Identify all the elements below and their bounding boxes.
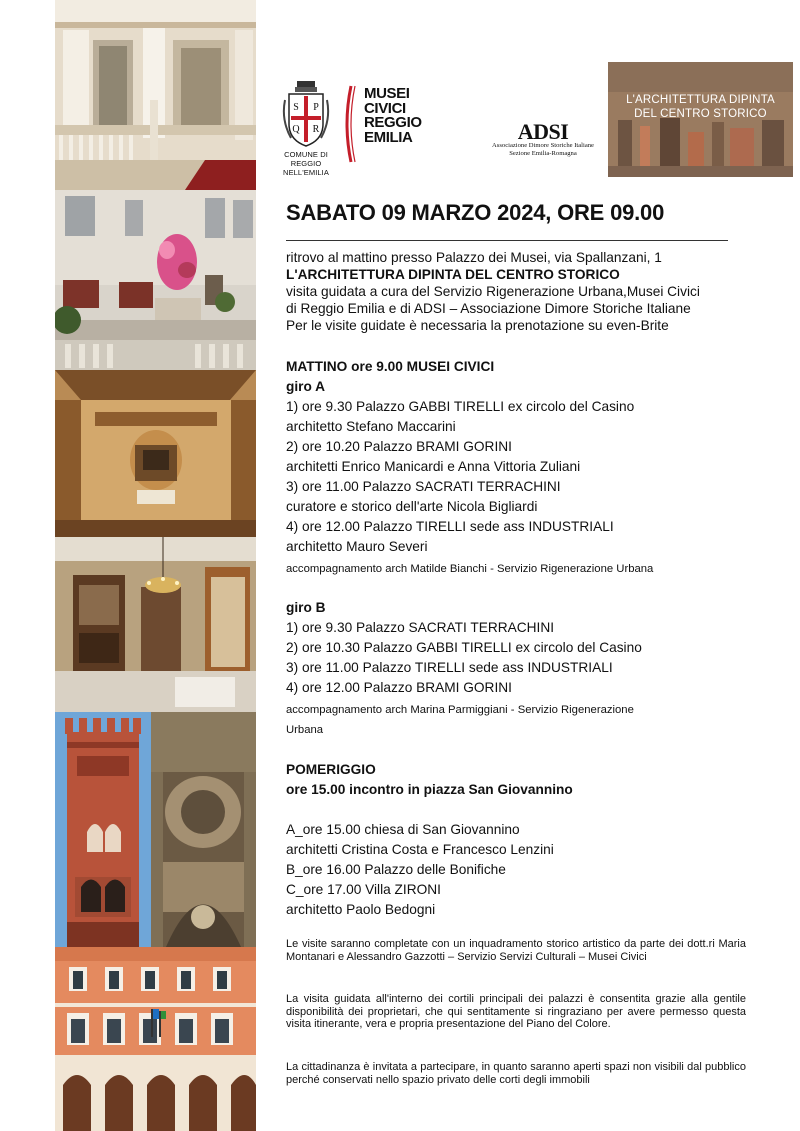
musei-logo-line-1: MUSEI bbox=[364, 85, 410, 102]
giro-b-line-3: 3) ore 11.00 Palazzo TIRELLI sede ass INDUSTRIALI bbox=[286, 660, 613, 675]
giro-b-line-2: 2) ore 10.30 Palazzo GABBI TIRELLI ex circolo del Casino bbox=[286, 640, 642, 655]
afternoon-line-4: C_ore 17.00 Villa ZIRONI bbox=[286, 882, 441, 897]
comune-caption-line-2: REGGIO NELL'EMILIA bbox=[283, 159, 329, 177]
musei-civici-mark-icon bbox=[341, 84, 359, 164]
photo-palazzo-atrium bbox=[55, 0, 256, 190]
photo-hall-chandelier bbox=[55, 537, 256, 712]
photo-strip bbox=[55, 0, 256, 1131]
comune-caption-line-1: COMUNE DI bbox=[284, 150, 328, 159]
shield-letter-r: R bbox=[312, 124, 320, 135]
note-paragraph-1: Le visite saranno completate con un inquadramento storico artistico da parte dei dott.ri Maria Montanari e Alessandro Gazzotti – Servizio Servizi Culturali – Musei Civici bbox=[286, 938, 746, 963]
giro-a-line-2: architetto Stefano Maccarini bbox=[286, 419, 456, 434]
giro-b-line-1: 1) ore 9.30 Palazzo SACRATI TERRACHINI bbox=[286, 620, 555, 635]
giro-b-escort-line-1: accompagnamento arch Marina Parmiggiani - Servizio Rigenerazione bbox=[286, 704, 634, 716]
photo-church-ceiling bbox=[151, 712, 256, 947]
title-divider bbox=[286, 240, 728, 241]
photo-courtyard-sculpture bbox=[55, 190, 256, 340]
giro-a-line-5: 3) ore 11.00 Palazzo SACRATI TERRACHINI bbox=[286, 479, 561, 494]
note-paragraph-2: La visita guidata all'interno dei cortili principali dei palazzi è consentita grazie alla gentile disponibilità dei proprietari, che qui sentitamente si ringraziano per avere permesso questa visita itinerante, vera e propria presentazione del Piano del Colore. bbox=[286, 993, 746, 1031]
afternoon-line-2: architetti Cristina Costa e Francesco Lenzini bbox=[286, 842, 554, 857]
shield-letter-q: Q bbox=[292, 124, 300, 135]
poster-title-line-2: DEL CENTRO STORICO bbox=[634, 107, 767, 120]
photo-palazzo-facade bbox=[55, 947, 256, 1131]
intro-line-1: visita guidata a cura del Servizio Rigenerazione Urbana,Musei Civici bbox=[286, 284, 700, 299]
shield-letter-p: P bbox=[313, 102, 319, 113]
musei-civici-logo bbox=[364, 87, 422, 145]
giro-a-line-7: 4) ore 12.00 Palazzo TIRELLI sede ass INDUSTRIALI bbox=[286, 519, 614, 534]
giro-a-line-1: 1) ore 9.30 Palazzo GABBI TIRELLI ex circolo del Casino bbox=[286, 399, 635, 414]
intro-line-2: di Reggio Emilia e di ADSI – Associazione Dimore Storiche Italiane bbox=[286, 301, 691, 316]
musei-logo-line-4: EMILIA bbox=[364, 128, 413, 146]
afternoon-meeting: ore 15.00 incontro in piazza San Giovannino bbox=[286, 782, 573, 797]
giro-a-line-3: 2) ore 10.20 Palazzo BRAMI GORINI bbox=[286, 439, 512, 454]
adsi-sub-line-1: Associazione Dimore Storiche Italiane bbox=[492, 142, 594, 149]
comune-caption bbox=[268, 150, 344, 177]
note-paragraph-3: La cittadinanza è invitata a partecipare, in quanto saranno aperti spazi non visibili dal pubblico perché conservati nello spazio privato delle corti degli immobili bbox=[286, 1061, 746, 1086]
giro-b-line-4: 4) ore 12.00 Palazzo BRAMI GORINI bbox=[286, 680, 512, 695]
intro-line-3: Per le visite guidate è necessaria la prenotazione su even-Brite bbox=[286, 318, 669, 333]
event-heading: L'ARCHITETTURA DIPINTA DEL CENTRO STORICO bbox=[286, 267, 620, 282]
event-poster-thumbnail bbox=[608, 62, 793, 177]
poster-title-line-1: L'ARCHITETTURA DIPINTA bbox=[626, 94, 775, 106]
giro-a-line-8: architetto Mauro Severi bbox=[286, 539, 428, 554]
giro-a-line-4: architetti Enrico Manicardi e Anna Vittoria Zuliani bbox=[286, 459, 581, 474]
comune-logo bbox=[268, 80, 344, 177]
musei-logo-line-3: REGGIO bbox=[364, 114, 422, 131]
giro-a-escort: accompagnamento arch Matilde Bianchi - Servizio Rigenerazione Urbana bbox=[286, 563, 654, 575]
photo-frescoed-vault bbox=[55, 340, 256, 537]
morning-heading: MATTINO ore 9.00 MUSEI CIVICI bbox=[286, 359, 495, 374]
adsi-sub-line-2: Sezione Emilia-Romagna bbox=[509, 150, 577, 157]
shield-letter-s: S bbox=[293, 102, 299, 113]
comune-shield-icon bbox=[281, 80, 331, 150]
musei-logo-line-2: CIVICI bbox=[364, 99, 406, 117]
giro-a-label: giro A bbox=[286, 379, 326, 394]
adsi-logo bbox=[483, 119, 603, 158]
afternoon-line-5: architetto Paolo Bedogni bbox=[286, 902, 436, 917]
event-date-title: SABATO 09 MARZO 2024, ORE 09.00 bbox=[286, 200, 665, 225]
afternoon-line-1: A_ore 15.00 chiesa di San Giovannino bbox=[286, 822, 520, 837]
giro-b-label: giro B bbox=[286, 600, 326, 615]
photo-brick-tower bbox=[55, 712, 151, 947]
meeting-point: ritrovo al mattino presso Palazzo dei Musei, via Spallanzani, 1 bbox=[286, 250, 662, 265]
afternoon-heading: POMERIGGIO bbox=[286, 762, 376, 777]
giro-b-escort-line-2: Urbana bbox=[286, 724, 324, 736]
poster-title bbox=[608, 94, 793, 121]
giro-a-line-6: curatore e storico dell'arte Nicola Bigliardi bbox=[286, 499, 538, 514]
afternoon-line-3: B_ore 16.00 Palazzo delle Bonifiche bbox=[286, 862, 506, 877]
adsi-title: ADSI bbox=[517, 119, 569, 144]
